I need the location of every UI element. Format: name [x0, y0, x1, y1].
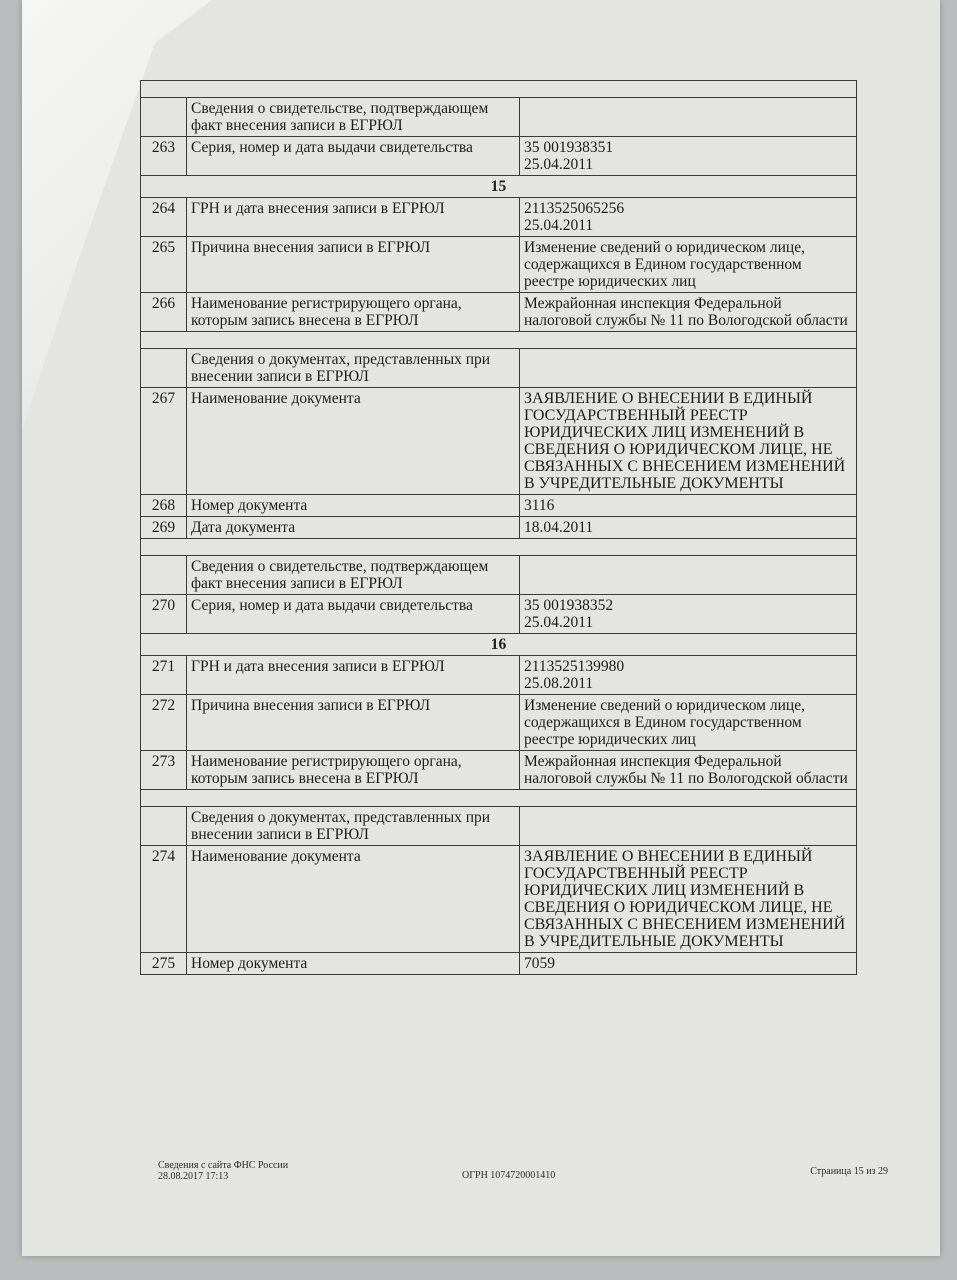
field-value: 35 001938352 25.04.2011 [520, 595, 857, 634]
row-number [141, 349, 187, 388]
row-number: 272 [141, 695, 187, 751]
group-header-row [141, 98, 857, 137]
row-number: 274 [141, 846, 187, 953]
row-number: 264 [141, 198, 187, 237]
field-label: ГРН и дата внесения записи в ЕГРЮЛ [187, 198, 520, 237]
footer-source: Сведения с сайта ФНС России 28.08.2017 17:13 [158, 1160, 289, 1182]
document-page [22, 0, 940, 1256]
group-header-value [520, 556, 857, 595]
section-row [141, 634, 857, 656]
table-row [141, 293, 857, 332]
spacer-row [141, 539, 857, 556]
group-header-row [141, 349, 857, 388]
group-header-value [520, 98, 857, 137]
field-label: Наименование регистрирующего органа, которым запись внесена в ЕГРЮЛ [187, 293, 520, 332]
spacer-row [141, 81, 857, 98]
field-value: Изменение сведений о юридическом лице, содержащихся в Едином государственном реестре юридических лиц [520, 695, 857, 751]
field-label: Серия, номер и дата выдачи свидетельства [187, 137, 520, 176]
row-number: 271 [141, 656, 187, 695]
group-header-label: Сведения о документах, представленных при внесении записи в ЕГРЮЛ [187, 349, 520, 388]
table-row [141, 237, 857, 293]
group-header-row [141, 807, 857, 846]
field-value: ЗАЯВЛЕНИЕ О ВНЕСЕНИИ В ЕДИНЫЙ ГОСУДАРСТВЕННЫЙ РЕЕСТР ЮРИДИЧЕСКИХ ЛИЦ ИЗМЕНЕНИЙ В СВЕДЕНИЯ О ЮРИДИЧЕСКОМ ЛИЦЕ, НЕ СВЯЗАННЫХ С ВНЕСЕНИЕМ ИЗМЕНЕНИЙ В УЧРЕДИТЕЛЬНЫЕ ДОКУМЕНТЫ [520, 388, 857, 495]
row-number: 266 [141, 293, 187, 332]
field-value: 18.04.2011 [520, 517, 857, 539]
table-row [141, 137, 857, 176]
field-label: ГРН и дата внесения записи в ЕГРЮЛ [187, 656, 520, 695]
egrul-extract [140, 80, 856, 975]
field-label: Серия, номер и дата выдачи свидетельства [187, 595, 520, 634]
field-value: Межрайонная инспекция Федеральной налоговой службы № 11 по Вологодской области [520, 293, 857, 332]
field-value: 3116 [520, 495, 857, 517]
table-row [141, 517, 857, 539]
table-row [141, 595, 857, 634]
field-label: Причина внесения записи в ЕГРЮЛ [187, 237, 520, 293]
spacer-cell [141, 81, 857, 98]
row-number: 270 [141, 595, 187, 634]
field-value: 35 001938351 25.04.2011 [520, 137, 857, 176]
section-number: 16 [141, 634, 857, 656]
row-number: 269 [141, 517, 187, 539]
field-label: Наименование документа [187, 388, 520, 495]
row-number: 268 [141, 495, 187, 517]
group-header-value [520, 807, 857, 846]
table-row [141, 695, 857, 751]
field-label: Наименование документа [187, 846, 520, 953]
field-value: 2113525139980 25.08.2011 [520, 656, 857, 695]
group-header-label: Сведения о свидетельстве, подтверждающем факт внесения записи в ЕГРЮЛ [187, 556, 520, 595]
row-number [141, 556, 187, 595]
row-number [141, 98, 187, 137]
row-number: 267 [141, 388, 187, 495]
spacer-row [141, 790, 857, 807]
footer-page-number: Страница 15 из 29 [810, 1166, 888, 1177]
field-label: Дата документа [187, 517, 520, 539]
group-header-label: Сведения о документах, представленных при внесении записи в ЕГРЮЛ [187, 807, 520, 846]
footer-ogrn: ОГРН 1074720001410 [462, 1170, 556, 1181]
egrul-table [140, 80, 857, 975]
group-header-label: Сведения о свидетельстве, подтверждающем факт внесения записи в ЕГРЮЛ [187, 98, 520, 137]
table-row [141, 656, 857, 695]
field-value: 7059 [520, 953, 857, 975]
spacer-cell [141, 790, 857, 807]
table-row [141, 846, 857, 953]
group-header-value [520, 349, 857, 388]
row-number [141, 807, 187, 846]
table-row [141, 495, 857, 517]
field-value: Межрайонная инспекция Федеральной налоговой службы № 11 по Вологодской области [520, 751, 857, 790]
table-row [141, 953, 857, 975]
section-row [141, 176, 857, 198]
field-label: Номер документа [187, 495, 520, 517]
field-label: Наименование регистрирующего органа, которым запись внесена в ЕГРЮЛ [187, 751, 520, 790]
table-row [141, 751, 857, 790]
row-number: 275 [141, 953, 187, 975]
field-value: Изменение сведений о юридическом лице, содержащихся в Едином государственном реестре юридических лиц [520, 237, 857, 293]
row-number: 265 [141, 237, 187, 293]
group-header-row [141, 556, 857, 595]
field-label: Причина внесения записи в ЕГРЮЛ [187, 695, 520, 751]
spacer-row [141, 332, 857, 349]
row-number: 263 [141, 137, 187, 176]
field-value: 2113525065256 25.04.2011 [520, 198, 857, 237]
spacer-cell [141, 332, 857, 349]
table-row [141, 198, 857, 237]
section-number: 15 [141, 176, 857, 198]
field-label: Номер документа [187, 953, 520, 975]
spacer-cell [141, 539, 857, 556]
field-value: ЗАЯВЛЕНИЕ О ВНЕСЕНИИ В ЕДИНЫЙ ГОСУДАРСТВЕННЫЙ РЕЕСТР ЮРИДИЧЕСКИХ ЛИЦ ИЗМЕНЕНИЙ В СВЕДЕНИЯ О ЮРИДИЧЕСКОМ ЛИЦЕ, НЕ СВЯЗАННЫХ С ВНЕСЕНИЕМ ИЗМЕНЕНИЙ В УЧРЕДИТЕЛЬНЫЕ ДОКУМЕНТЫ [520, 846, 857, 953]
row-number: 273 [141, 751, 187, 790]
table-row [141, 388, 857, 495]
